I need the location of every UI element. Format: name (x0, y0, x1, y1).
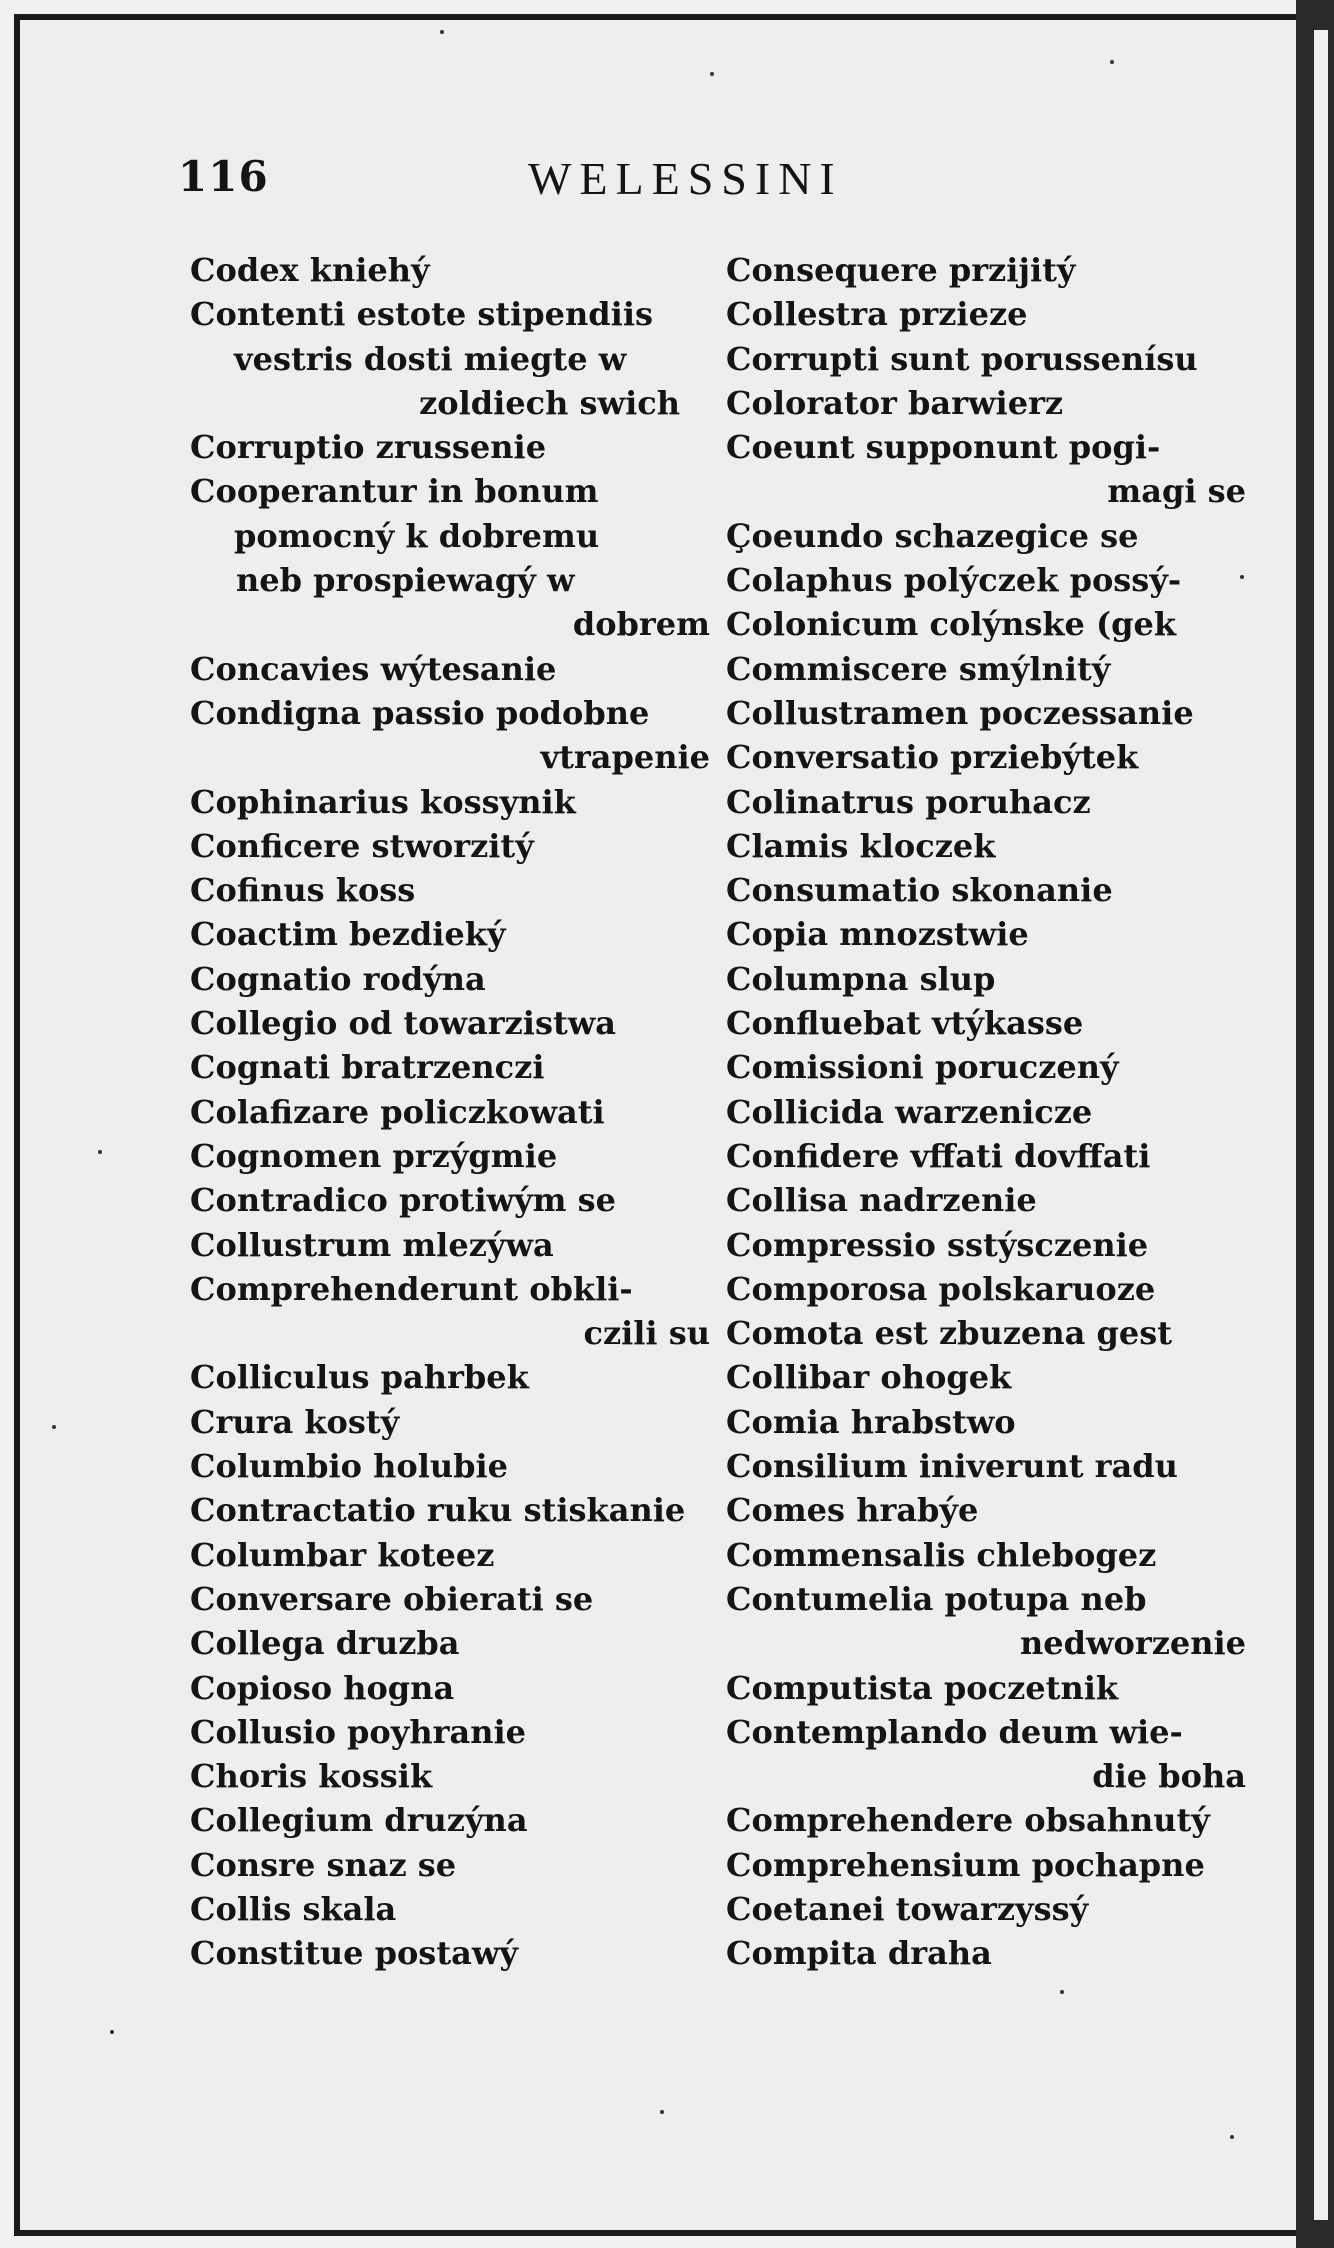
dictionary-entry: Constitue postawý (190, 1934, 518, 1973)
print-speck (440, 30, 444, 34)
dictionary-entry: Conversatio prziebýtek (726, 738, 1139, 777)
dictionary-entry: Commiscere smýlnitý (726, 649, 1111, 688)
dictionary-entry: Collustramen poczessanie (726, 693, 1194, 732)
dictionary-entry: Computista poczetnik (726, 1668, 1119, 1707)
entry-continuation: neb prospiewagý w (236, 561, 575, 600)
print-speck (52, 1425, 56, 1429)
dictionary-entry: Collestra przieze (726, 295, 1028, 334)
dictionary-entry: Comprehenderunt obkli- (190, 1269, 633, 1308)
dictionary-entry: Copia mnozstwie (726, 915, 1029, 954)
dictionary-entry: Compita draha (726, 1934, 992, 1973)
left-column (190, 248, 710, 1976)
dictionary-entry: Coactim bezdieký (190, 915, 506, 954)
dictionary-entry: Collis skala (190, 1889, 397, 1928)
page-number: 116 (178, 152, 269, 201)
dictionary-entry: Coetanei towarzyssý (726, 1889, 1089, 1928)
page-header (178, 152, 878, 212)
dictionary-entry: Clamis kloczek (726, 826, 996, 865)
dictionary-entry: Collegium druzýna (190, 1801, 528, 1840)
dictionary-entry: Colorator barwierz (726, 383, 1064, 422)
dictionary-entry: Corrupti sunt porussenísu (726, 339, 1198, 378)
dictionary-entry: Copioso hogna (190, 1668, 455, 1707)
entry-continuation: nedworzenie (1019, 1624, 1246, 1663)
dictionary-entry: Consre snaz se (190, 1845, 457, 1884)
dictionary-entry: Crura kostý (190, 1402, 400, 1441)
dictionary-entry: Corruptio zrussenie (190, 428, 547, 467)
dictionary-entry: Columbar koteez (190, 1535, 495, 1574)
entry-continuation: zoldiech swich (419, 383, 680, 422)
dictionary-entry: Colinatrus poruhacz (726, 782, 1091, 821)
dictionary-entry: Codex kniehý (190, 251, 430, 289)
dictionary-entry: Choris kossik (190, 1757, 433, 1796)
dictionary-entry: Colliculus pahrbek (190, 1358, 529, 1397)
dictionary-entry: Cognatio rodýna (190, 959, 486, 998)
dictionary-entry: Collibar ohogek (726, 1358, 1012, 1397)
dictionary-entry: Collega druzba (190, 1624, 460, 1663)
entry-continuation: vestris dosti miegte w (234, 339, 627, 378)
dictionary-entry: Collusio poyhranie (190, 1712, 526, 1751)
right-column (726, 248, 1246, 1976)
print-speck (660, 2110, 664, 2114)
dictionary-entry: Comia hrabstwo (726, 1402, 1016, 1441)
dictionary-entry: Comprehensium pochapne (726, 1845, 1205, 1884)
dictionary-entry: Cognomen przýgmie (190, 1136, 558, 1175)
dictionary-entry: Collisa nadrzenie (726, 1181, 1037, 1220)
dictionary-entry: Comissioni poruczený (726, 1048, 1119, 1087)
dictionary-entry: Coeunt supponunt pogi- (726, 428, 1161, 467)
dictionary-entry: Colonicum colýnske (gek (726, 605, 1177, 644)
entry-continuation: die boha (1092, 1757, 1246, 1796)
print-speck (1240, 575, 1244, 579)
entry-continuation: vtrapenie (540, 738, 710, 777)
running-title: WELESSINI (528, 153, 843, 204)
dictionary-entry: Compressio sstýsczenie (726, 1225, 1149, 1264)
entry-continuation: dobrem (572, 605, 710, 644)
dictionary-entry: Confidere vffati dovffati (726, 1136, 1151, 1175)
dictionary-entry: Contemplando deum wie- (726, 1712, 1183, 1751)
dictionary-entry: Conficere stworzitý (190, 826, 534, 865)
dictionary-entry: Consequere przijitý (726, 251, 1076, 289)
dictionary-entry: Collegio od towarzistwa (190, 1004, 617, 1043)
print-speck (1230, 2135, 1234, 2139)
dictionary-entry: Conversare obierati se (190, 1579, 594, 1618)
dictionary-entry: Comota est zbuzena gest (726, 1314, 1172, 1353)
dictionary-entry: Colaphus polýczek possý- (726, 561, 1182, 600)
print-speck (98, 1150, 102, 1154)
book-gutter (1296, 0, 1334, 2248)
entry-continuation: czili su (583, 1314, 710, 1353)
dictionary-entry: Comes hrabýe (726, 1491, 979, 1530)
dictionary-entry: Condigna passio podobne (190, 693, 650, 732)
dictionary-entry: Confluebat vtýkasse (726, 1004, 1084, 1043)
dictionary-entry: Concavies wýtesanie (190, 649, 557, 688)
dictionary-entry: Collustrum mlezýwa (190, 1225, 554, 1264)
dictionary-entry: Cofinus koss (190, 871, 416, 910)
dictionary-entry: Commensalis chlebogez (726, 1535, 1157, 1574)
print-speck (1110, 60, 1114, 64)
dictionary-entry: Collicida warzenicze (726, 1092, 1093, 1131)
print-speck (710, 72, 714, 76)
dictionary-entry: Contradico protiwým se (190, 1181, 616, 1220)
dictionary-entry: Comporosa polskaruoze (726, 1269, 1156, 1308)
dictionary-entry: Cophinarius kossynik (190, 782, 576, 821)
dictionary-entry: Columpna slup (726, 959, 996, 998)
dictionary-entry: Comprehendere obsahnutý (726, 1801, 1210, 1840)
print-speck (1060, 1990, 1064, 1994)
entry-continuation: pomocný k dobremu (234, 516, 600, 555)
entry-continuation: magi se (1107, 472, 1246, 511)
dictionary-entry: Consilium iniverunt radu (726, 1447, 1178, 1486)
dictionary-entry: Contractatio ruku stiskanie (190, 1491, 686, 1530)
dictionary-entry: Colafizare policzkowati (190, 1092, 605, 1131)
dictionary-entry: Columbio holubie (190, 1447, 509, 1486)
dictionary-entry: Contumelia potupa neb (726, 1579, 1147, 1618)
dictionary-entry: Cooperantur in bonum (190, 472, 599, 511)
dictionary-entry: Cognati bratrzenczi (190, 1048, 545, 1087)
dictionary-entry: Contenti estote stipendiis (190, 295, 653, 334)
dictionary-entry: Çoeundo schazegice se (726, 516, 1139, 555)
print-speck (110, 2030, 114, 2034)
dictionary-entry: Consumatio skonanie (726, 871, 1113, 910)
